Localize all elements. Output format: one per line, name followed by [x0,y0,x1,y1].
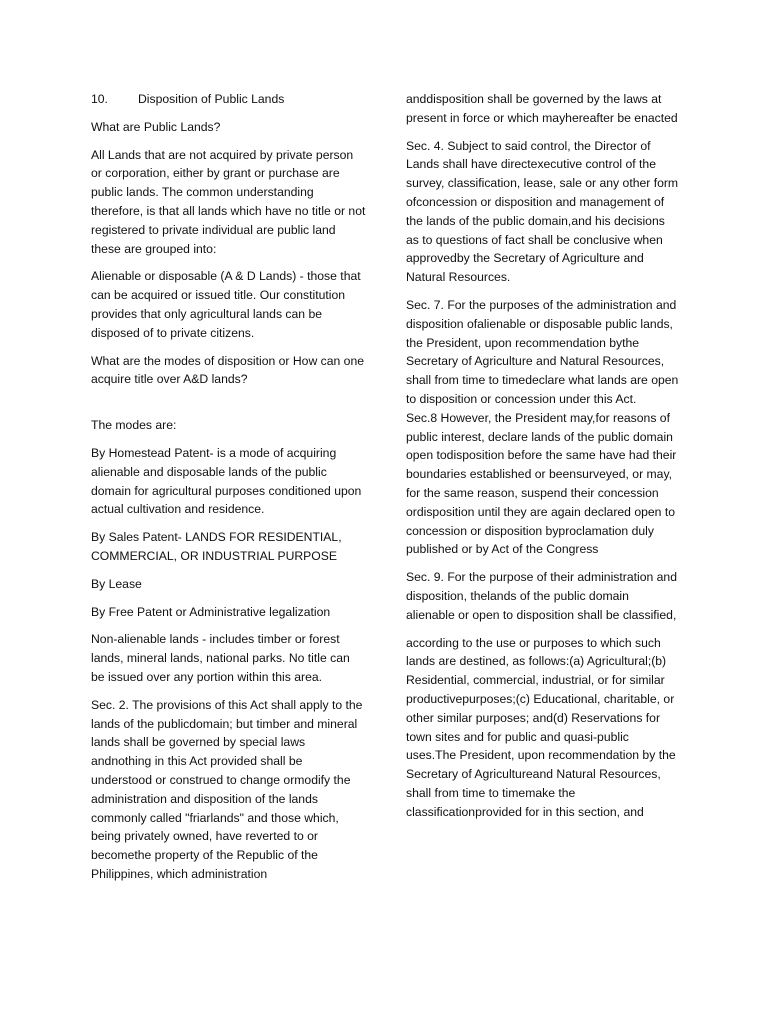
paragraph-modes-intro: The modes are: [91,418,177,433]
paragraph-sec-9-classification: according to the use or purposes to which such lands are destined, as follows:(a) Agricultural;(b) Residential, commercial, industrial, or for similar productivepurposes;(c) Educational, charitable, or other similar purposes; and(d) Reservations for town sites and for public and quasi-public uses.The President, upon recommendation by the Secretary of Agricultureand Natural Resources, shall from time to timemake the classificationprovided for in this section, and [406,635,676,819]
paragraph-sec-8: Sec.8 However, the President may,for reasons of public interest, declare lands of the public domain open todisposition before the same have had their boundaries established or beensurveyed, or may, for the same reason, suspend their concession ordisposition until they are again declared open to concession or disposition byproclamation duly published or by Act of the Congress [406,410,677,557]
paragraph-sales-patent: By Sales Patent- LANDS FOR RESIDENTIAL, COMMERCIAL, OR INDUSTRIAL PURPOSE [91,530,342,563]
paragraph-sec-2-continued: anddisposition shall be governed by the laws at present in force or which mayhereafter be enacted [406,92,678,125]
paragraph-sec-2: Sec. 2. The provisions of this Act shall apply to the lands of the publicdomain; but timber and mineral lands shall be governed by special laws andnothing in this Act provided shall be understood or construed to change ormodify the administration and disposition of the lands commonly called "friarlands" and those which, being privately owned, have reverted to or becomethe property of the Republic of the Philippines, which administration [91,697,363,881]
section-title: Disposition of Public Lands [138,92,285,106]
section-number: 10. [91,92,108,106]
paragraph-sec-4: Sec. 4. Subject to said control, the Director of Lands shall have directexecutive control of the survey, classification, lease, sale or any other form ofconcession or disposition and management of the lands of the public domain,and his decisions as to questions of fact shall be conclusive when approvedby the Secretary of Agriculture and Natural Resources. [406,138,679,285]
left-column [91,90,366,893]
paragraph-sec-7: Sec. 7. For the purposes of the administration and disposition ofalienable or disposable public lands, the President, upon recommendation bythe Secretary of Agriculture and Natural Resources, shall from time to timedeclare what lands are open to disposition or concession under this Act. [406,297,679,406]
paragraph-non-alienable-lands: Non-alienable lands - includes timber or forest lands, mineral lands, national parks. No title can be issued over any portion within this area. [91,632,350,684]
paragraph-sec-9: Sec. 9. For the purpose of their administration and disposition, thelands of the public domain alienable or open to disposition shall be classified, [406,570,677,622]
paragraph-alienable-lands: Alienable or disposable (A & D Lands) - those that can be acquired or issued title. Our constitution provides that only agricultural lands can be disposed of to private citizens. [91,269,361,340]
paragraph-lease: By Lease [91,576,142,591]
question-modes-of-disposition: What are the modes of disposition or How can one acquire title over A&D lands? [91,353,365,387]
paragraph-free-patent: By Free Patent or Administrative legalization [91,604,331,619]
paragraph-homestead-patent: By Homestead Patent- is a mode of acquiring alienable and disposable lands of the public domain for agricultural purposes conditioned upon actual cultivation and residence. [91,445,362,517]
paragraph-public-lands-definition: All Lands that are not acquired by private person or corporation, either by grant or purchase are public lands. The common understanding therefore, is that all lands which have no title or not registered to private individual are public land these are grouped into: [91,147,366,256]
right-column [406,90,680,830]
section-heading [91,90,366,109]
question-public-lands: What are Public Lands? [91,119,221,134]
